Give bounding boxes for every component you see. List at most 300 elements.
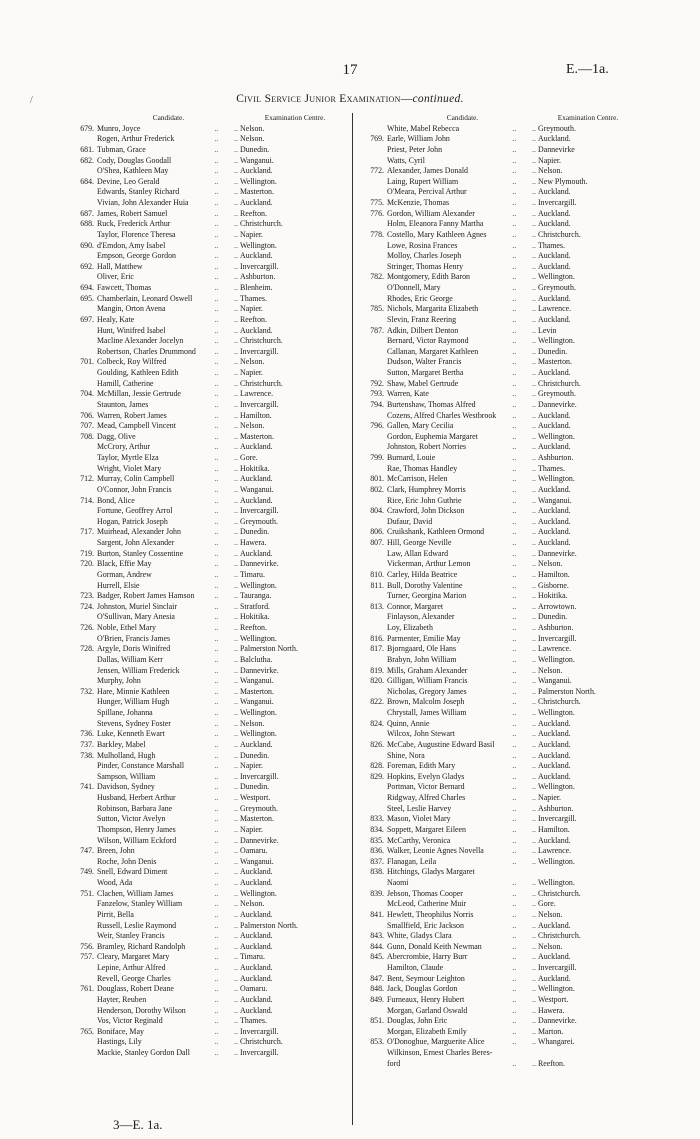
- exam-centre: Dunedin.: [538, 346, 568, 356]
- exam-centre: Nelson.: [538, 665, 563, 675]
- exam-centre: Wellington.: [240, 176, 277, 186]
- candidate-name: [97, 262, 240, 273]
- candidate-row: [356, 612, 638, 623]
- rank-number: 751.: [80, 888, 94, 898]
- candidate-name-text: Dufaur, David: [387, 516, 433, 526]
- candidate-name: [387, 591, 538, 602]
- candidate-row: [66, 984, 350, 995]
- candidate-name-text: Steel, Leslie Harvey: [387, 803, 452, 813]
- candidate-name-text: Morgan, Elizabeth Emily: [387, 1026, 467, 1036]
- candidate-name-text: Loy, Elizabeth: [387, 623, 433, 632]
- candidate-name-text: Rogen, Arthur Frederick: [97, 134, 175, 144]
- candidate-row: [356, 687, 638, 698]
- leader-dots: .. ..: [512, 251, 536, 261]
- candidate-name-text: Ridgway, Alfred Charles: [387, 793, 466, 802]
- candidate-row: [356, 772, 638, 783]
- rank-number: [356, 411, 387, 422]
- candidate-name-text: Cruikshank, Kathleen Ormond: [387, 527, 485, 537]
- candidate-name-text: Dallas, William Kerr: [97, 654, 163, 664]
- leader-dots: .. ..: [214, 941, 238, 951]
- leader-dots: .. ..: [214, 909, 238, 919]
- leader-dots: .. ..: [214, 824, 238, 834]
- rank-number: 682.: [80, 155, 94, 165]
- rank-number: [356, 751, 387, 762]
- candidate-row: [356, 411, 638, 422]
- candidate-row: [356, 389, 638, 400]
- candidate-header: Candidate.: [446, 113, 479, 122]
- leader-dots: .. ..: [512, 495, 536, 505]
- exam-centre: Auckland.: [240, 941, 273, 951]
- rank-number: 694.: [80, 283, 94, 292]
- candidate-name: [97, 379, 240, 390]
- candidate-name: [387, 1006, 538, 1017]
- rank-number: 737.: [80, 739, 94, 749]
- candidate-name-text: Edwards, Stanley Richard: [97, 187, 180, 197]
- leader-dots: .. ..: [214, 612, 238, 622]
- leader-dots: .. ..: [214, 835, 238, 845]
- candidate-row: [66, 209, 350, 220]
- exam-centre: Christchurch.: [538, 697, 581, 707]
- leader-dots: .. ..: [214, 368, 238, 377]
- candidate-name: [97, 921, 240, 932]
- exam-centre: Gisborne.: [538, 580, 569, 590]
- candidate-name: [97, 304, 240, 315]
- candidate-name: [97, 623, 240, 634]
- leader-dots: .. ..: [512, 144, 536, 154]
- exam-centre: Greymouth.: [538, 123, 576, 133]
- exam-centre: Auckland.: [538, 261, 571, 271]
- candidate-name: [97, 219, 240, 230]
- candidate-row: [66, 899, 350, 910]
- leader-dots: .. ..: [512, 1016, 536, 1026]
- exam-centre: Reefton.: [538, 1058, 565, 1068]
- candidate-name-text: Dagg, Olive: [97, 431, 136, 441]
- exam-centre: [538, 1048, 638, 1059]
- exam-centre: Masterton.: [240, 814, 274, 824]
- candidate-row: [356, 177, 638, 188]
- leader-dots: .. ..: [512, 814, 536, 824]
- candidate-row: [66, 708, 350, 719]
- document-reference: E.—1a.: [566, 62, 609, 77]
- candidate-name-text: Bond, Alice: [97, 495, 135, 505]
- candidate-row: [356, 549, 638, 560]
- candidate-name-text: Gallen, Mary Cecilia: [387, 421, 454, 431]
- rank-number: 833.: [370, 814, 384, 824]
- margin-mark: /: [30, 95, 33, 106]
- candidate-name-text: Alexander, James Donald: [387, 166, 468, 176]
- rank-number: [66, 336, 97, 347]
- candidate-name-text: Hogan, Patrick Joseph: [97, 516, 168, 526]
- candidate-name: [97, 538, 240, 549]
- leader-dots: .. ..: [512, 718, 536, 728]
- exam-centre: Dannevirke.: [538, 399, 577, 409]
- exam-centre: Auckland.: [240, 495, 273, 505]
- rank-number: [356, 878, 387, 889]
- candidate-name: [97, 559, 240, 570]
- leader-dots: .. ..: [512, 824, 536, 834]
- rank-number: 839.: [370, 888, 384, 898]
- candidate-row: [356, 442, 638, 453]
- candidate-row: [66, 1006, 350, 1017]
- candidate-name: [387, 931, 538, 942]
- candidate-name-text: Boniface, May: [97, 1026, 144, 1036]
- rank-number: [66, 793, 97, 804]
- candidate-row: [356, 1016, 638, 1027]
- candidate-row: [66, 251, 350, 262]
- candidate-name: [387, 230, 538, 241]
- candidate-row: [66, 878, 350, 889]
- candidate-row: [356, 899, 638, 910]
- candidate-name-text: Morgan, Garland Oswald: [387, 1005, 468, 1015]
- candidate-row: [356, 1006, 638, 1017]
- leader-dots: .. ..: [214, 304, 238, 314]
- rank-number: 723.: [80, 591, 94, 601]
- centre-header: Examination Centre.: [557, 113, 619, 122]
- candidate-row: [66, 389, 350, 400]
- rank-number: [356, 793, 387, 804]
- candidate-name: [387, 846, 538, 857]
- candidate-name: [97, 1048, 240, 1059]
- leader-dots: .. ..: [214, 867, 238, 877]
- candidate-name: [97, 867, 240, 878]
- candidate-name-text: Muirhead, Alexander John: [97, 527, 181, 537]
- footer-signature: 3—E. 1a.: [113, 1117, 163, 1132]
- candidate-row: [356, 326, 638, 337]
- candidate-name-text: Hamilton, Claude: [387, 963, 444, 972]
- rank-number: 697.: [80, 314, 94, 324]
- exam-centre: Napier.: [240, 229, 264, 239]
- candidate-name-text: Clark, Humphrey Morris: [387, 484, 466, 494]
- rank-number: [66, 931, 97, 942]
- rank-number: 819.: [370, 665, 384, 675]
- candidate-name-text: Lepine, Arthur Alfred: [97, 963, 166, 972]
- candidate-name-text: Adkin, Dilbert Denton: [387, 325, 459, 335]
- rank-number: 847.: [370, 973, 384, 983]
- exam-centre: Hokitika.: [240, 463, 270, 473]
- candidate-row: [66, 421, 350, 432]
- page-number: 17: [342, 62, 358, 78]
- exam-centre: Christchurch.: [538, 888, 581, 898]
- candidate-name-text: Weir, Stanley Francis: [97, 931, 165, 941]
- exam-centre: Invercargill.: [240, 506, 279, 516]
- candidate-row: [66, 187, 350, 198]
- candidate-name-text: Bull, Dorothy Valentine: [387, 580, 463, 590]
- exam-centre: Wellington.: [240, 708, 277, 717]
- candidate-name: [97, 283, 240, 294]
- exam-centre: Hokitika.: [538, 591, 568, 601]
- rank-number: 712.: [80, 474, 94, 484]
- exam-centre: Invercargill.: [240, 771, 279, 781]
- candidate-row: [356, 485, 638, 496]
- leader-dots: .. ..: [214, 771, 238, 781]
- candidate-name-text: Wilkinson, Ernest Charles Beres-: [387, 1048, 493, 1057]
- candidate-name-text: O'Meara, Percival Arthur: [387, 187, 467, 197]
- leader-dots: .. ..: [512, 708, 536, 717]
- candidate-row: [66, 1048, 350, 1059]
- leader-dots: .. ..: [214, 357, 238, 367]
- candidate-name: [387, 804, 538, 815]
- candidate-row: [356, 644, 638, 655]
- candidate-row: [356, 1059, 638, 1070]
- candidate-row: [356, 602, 638, 613]
- leader-dots: .. ..: [214, 1016, 238, 1026]
- candidate-name-text: Gorman, Andrew: [97, 569, 152, 579]
- rank-number: 707.: [80, 421, 94, 431]
- candidate-name-text: Watts, Cyril: [387, 155, 425, 165]
- rank-number: [356, 219, 387, 230]
- exam-centre: Christchurch.: [240, 1037, 283, 1047]
- candidate-name-text: Burnard, Louie: [387, 453, 436, 462]
- candidate-name-text: Flanagan, Leila: [387, 856, 437, 866]
- leader-dots: .. ..: [512, 187, 536, 197]
- candidate-row: [66, 687, 350, 698]
- exam-centre: Reefton.: [240, 208, 267, 218]
- candidate-row: [356, 506, 638, 517]
- candidate-name: [387, 761, 538, 772]
- candidate-name-text: Mackie, Stanley Gordon Dall: [97, 1048, 190, 1057]
- leader-dots: .. ..: [214, 453, 238, 462]
- candidate-row: [356, 857, 638, 868]
- candidate-row: [66, 591, 350, 602]
- candidate-name: [387, 1059, 538, 1070]
- exam-centre: Hamilton.: [538, 824, 570, 834]
- candidate-row: [356, 570, 638, 581]
- rank-number: 679.: [80, 123, 94, 133]
- candidate-name: [97, 1037, 240, 1048]
- candidate-row: [66, 623, 350, 634]
- candidate-name-text: Johnston, Muriel Sinclair: [97, 601, 177, 611]
- exam-centre: Thames.: [538, 463, 565, 473]
- rank-number: [66, 379, 97, 390]
- exam-centre: Nelson.: [538, 909, 563, 919]
- candidate-name: [97, 729, 240, 740]
- rank-number: [356, 251, 387, 262]
- candidate-name-text: Wood, Ada: [97, 878, 133, 887]
- rank-number: [356, 294, 387, 305]
- exam-centre: Dannevirke.: [538, 548, 577, 558]
- candidate-name-text: Burtenshaw, Thomas Alfred: [387, 399, 476, 409]
- candidate-name-text: Bernard, Victor Raymond: [387, 336, 469, 346]
- candidate-name-text: Pirrit, Bella: [97, 909, 134, 919]
- rank-number: [356, 315, 387, 326]
- leader-dots: .. ..: [214, 261, 238, 271]
- candidate-name: [97, 411, 240, 422]
- leader-dots: .. ..: [512, 1005, 536, 1015]
- leader-dots: .. ..: [214, 198, 238, 207]
- candidate-name: [97, 804, 240, 815]
- candidate-row: [66, 145, 350, 156]
- candidate-name-text: Henderson, Dorothy Wilson: [97, 1005, 186, 1015]
- candidate-name: [387, 751, 538, 762]
- exam-centre: Nelson.: [240, 357, 265, 367]
- candidate-name: [387, 1037, 538, 1048]
- leader-dots: .. ..: [512, 261, 536, 271]
- exam-centre: Christchurch.: [538, 229, 581, 239]
- rank-number: [66, 347, 97, 358]
- exam-centre: Auckland.: [538, 421, 571, 431]
- candidate-name-text: Spillane, Johanna: [97, 708, 153, 717]
- candidate-row: [66, 124, 350, 135]
- exam-centre: Wellington.: [240, 729, 277, 739]
- leader-dots: .. ..: [214, 187, 238, 197]
- candidate-row: [66, 474, 350, 485]
- candidate-name-text: Breen, John: [97, 846, 135, 856]
- candidate-name: [97, 708, 240, 719]
- rank-number: [66, 963, 97, 974]
- leader-dots: .. ..: [214, 644, 238, 654]
- leader-dots: .. ..: [214, 314, 238, 324]
- leader-dots: .. ..: [214, 144, 238, 154]
- candidate-name: [387, 506, 538, 517]
- candidate-name: [97, 740, 240, 751]
- rank-number: 841.: [370, 909, 384, 919]
- candidate-name-text: Cozens, Alfred Charles Westbrook: [387, 410, 497, 420]
- leader-dots: .. ..: [214, 176, 238, 186]
- candidate-name: [97, 974, 240, 985]
- candidate-name-text: Hurrell, Elsie: [97, 580, 140, 590]
- candidate-name: [97, 857, 240, 868]
- exam-centre: Whangarei.: [538, 1037, 575, 1047]
- candidate-row: [66, 283, 350, 294]
- leader-dots: .. ..: [214, 431, 238, 441]
- exam-centre: Auckland.: [240, 931, 273, 941]
- leader-dots: .. ..: [512, 1037, 536, 1047]
- candidate-name-text: McCabe, Augustine Edward Basil: [387, 739, 495, 749]
- candidate-name-text: Callanan, Margaret Kathleen: [387, 346, 479, 356]
- rank-number: [66, 1048, 97, 1059]
- candidate-row: [66, 241, 350, 252]
- candidate-row: [356, 708, 638, 719]
- candidate-row: [356, 591, 638, 602]
- candidate-name: [97, 474, 240, 485]
- candidate-row: [66, 198, 350, 209]
- exam-centre: Hamilton.: [240, 410, 272, 420]
- candidate-name: [97, 836, 240, 847]
- candidate-name: [97, 400, 240, 411]
- rank-number: 828.: [370, 761, 384, 771]
- candidate-row: [356, 1048, 638, 1059]
- candidate-name: [97, 963, 240, 974]
- candidate-row: [356, 836, 638, 847]
- candidate-name-text: Sampson, William: [97, 771, 156, 781]
- leader-dots: .. ..: [512, 272, 536, 282]
- candidate-name-text: Hamill, Catherine: [97, 378, 154, 388]
- candidate-row: [66, 836, 350, 847]
- candidate-row: [66, 294, 350, 305]
- candidate-name: [97, 368, 240, 379]
- candidate-name-text: Robertson, Charles Drummond: [97, 346, 196, 356]
- candidate-name-text: Colbeck, Roy Wilfred: [97, 357, 167, 367]
- exam-centre: Auckland.: [538, 368, 571, 377]
- candidate-row: [66, 772, 350, 783]
- candidate-name-text: Finlayson, Alexander: [387, 612, 455, 622]
- rank-number: 706.: [80, 410, 94, 420]
- candidate-name: [97, 357, 240, 368]
- candidate-name-text: Jebson, Thomas Cooper: [387, 888, 463, 898]
- rank-number: [66, 857, 97, 868]
- rank-number: [66, 230, 97, 241]
- rank-number: 749.: [80, 867, 94, 877]
- candidate-name-text: McMillan, Jessie Gertrude: [97, 389, 181, 399]
- rank-number: [356, 177, 387, 188]
- candidate-name-text: Dudson, Walter Francis: [387, 357, 462, 367]
- rank-number: 822.: [370, 697, 384, 707]
- candidate-name: [387, 527, 538, 538]
- rank-number: [356, 729, 387, 740]
- candidate-name: [97, 442, 240, 453]
- candidate-name: [387, 676, 538, 687]
- candidate-name: [97, 793, 240, 804]
- candidate-name: [387, 952, 538, 963]
- leader-dots: .. ..: [512, 399, 536, 409]
- rank-number: 692.: [80, 261, 94, 271]
- candidate-name: [387, 145, 538, 156]
- rank-number: [356, 1048, 387, 1059]
- candidate-row: [356, 262, 638, 273]
- candidate-name: [387, 209, 538, 220]
- exam-centre: Wanganui.: [240, 676, 274, 686]
- exam-centre: Hawera.: [538, 1005, 565, 1015]
- leader-dots: .. ..: [214, 166, 238, 176]
- exam-centre: Christchurch.: [538, 931, 581, 941]
- rank-number: 726.: [80, 623, 94, 632]
- leader-dots: .. ..: [512, 166, 536, 176]
- leader-dots: .. ..: [214, 994, 238, 1004]
- candidate-row: [66, 1016, 350, 1027]
- leader-dots: .. ..: [214, 155, 238, 165]
- rank-number: 807.: [370, 538, 384, 547]
- candidate-name: [387, 336, 538, 347]
- leader-dots: .. ..: [512, 835, 536, 845]
- candidate-row: [66, 570, 350, 581]
- candidate-name-text: Priest, Peter John: [387, 144, 443, 154]
- candidate-name-text: Wright, Violet Mary: [97, 463, 162, 473]
- candidate-name-text: Wilcox, John Stewart: [387, 729, 455, 739]
- candidate-name-text: Empson, George Gordon: [97, 251, 176, 261]
- leader-dots: .. ..: [214, 750, 238, 760]
- rank-number: [66, 368, 97, 379]
- candidate-row: [356, 1037, 638, 1048]
- candidate-name: [97, 676, 240, 687]
- exam-centre: Napier.: [240, 824, 264, 834]
- candidate-name: [97, 719, 240, 730]
- candidate-name-text: McCarrison, Helen: [387, 474, 448, 484]
- candidate-row: [66, 432, 350, 443]
- rank-number: [66, 974, 97, 985]
- leader-dots: .. ..: [512, 973, 536, 983]
- rank-number: [66, 304, 97, 315]
- rank-number: 799.: [370, 453, 384, 462]
- candidate-name-text: Mulholland, Hugh: [97, 750, 156, 760]
- candidate-name: [387, 963, 538, 974]
- exam-centre: Lawrence.: [538, 644, 572, 654]
- candidate-name-text: Nicholas, Gregory James: [387, 686, 467, 696]
- candidate-name-text: Hastings, Lily: [97, 1037, 142, 1047]
- candidate-name-text: Murphy, John: [97, 676, 141, 686]
- candidate-row: [66, 644, 350, 655]
- leader-dots: .. ..: [512, 506, 536, 516]
- candidate-row: [356, 379, 638, 390]
- exam-centre: Reefton.: [240, 314, 267, 324]
- candidate-name: [97, 145, 240, 156]
- leader-dots: .. ..: [512, 293, 536, 303]
- candidate-name-text: Macline Alexander Jocelyn: [97, 336, 184, 346]
- candidate-row: [66, 676, 350, 687]
- rank-number: 688.: [80, 219, 94, 229]
- rank-number: 785.: [370, 304, 384, 314]
- candidate-name-text: Revell, George Charles: [97, 973, 171, 983]
- exam-centre: Palmerston North.: [240, 920, 298, 930]
